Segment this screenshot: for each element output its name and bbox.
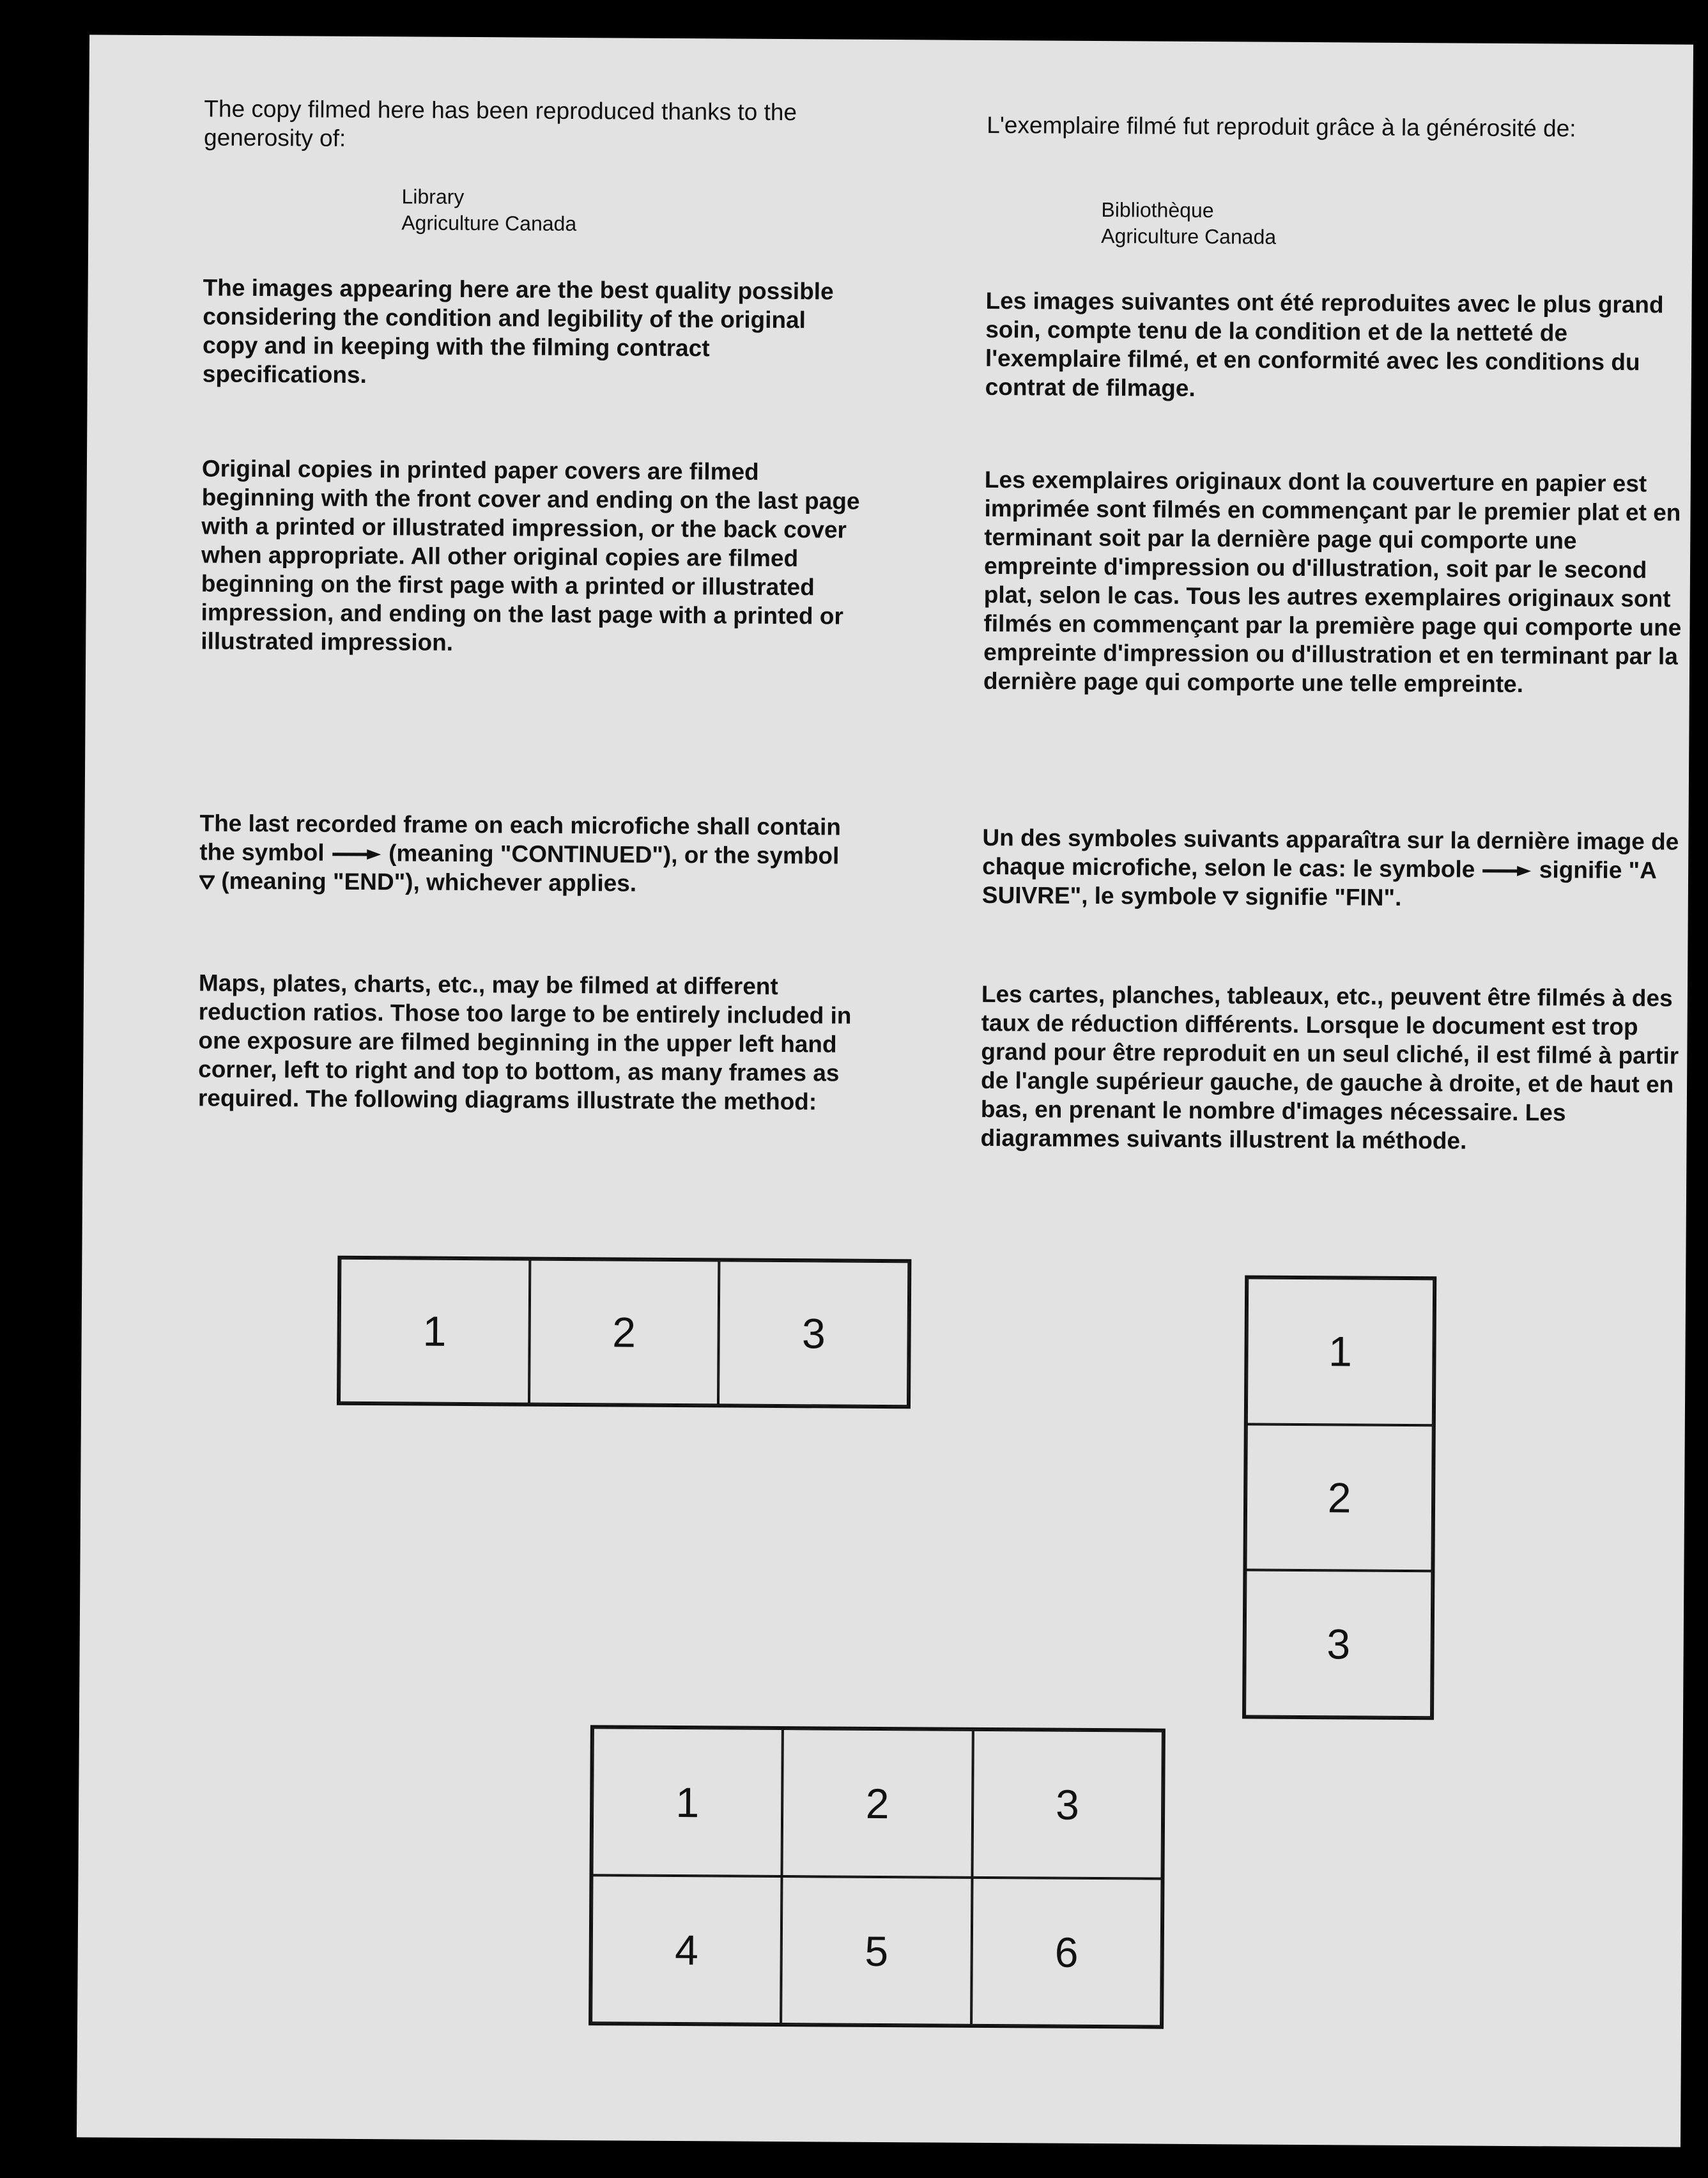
arrow-right-icon bbox=[1481, 865, 1532, 877]
english-credit-line1: Library bbox=[401, 185, 465, 208]
frame-cell: 2 bbox=[529, 1260, 719, 1405]
frame-cell: 5 bbox=[781, 1876, 972, 2025]
french-symbol-text-a: Un des symboles suivants apparaîtra sur la dernière image de chaque microfiche, selon le cas: le symbole bbox=[982, 824, 1679, 883]
triangle-down-icon bbox=[199, 876, 215, 890]
vertical-frame-diagram bbox=[1242, 1275, 1436, 1720]
english-credit-line2: Agriculture Canada bbox=[401, 211, 577, 236]
frame-cell: 1 bbox=[592, 1727, 783, 1876]
french-quality-paragraph: Les images suivantes ont été reproduites avec le plus grand soin, compte tenu de la condition et de la netteté de l'exemplaire filmé, et en conformité avec les conditions du contrat de filmage. bbox=[985, 287, 1664, 401]
frame-cell: 3 bbox=[1245, 1570, 1432, 1717]
english-credit bbox=[401, 183, 721, 238]
frame-cell: 6 bbox=[971, 1878, 1162, 2027]
french-originals-paragraph: Les exemplaires originaux dont la couverture en papier est imprimée sont filmés en commençant par le premier plat et en terminant soit par la dernière page qui comporte une empreinte d'impression ou d'illustration, soit par le second plat, selon le cas. Tous les autres exemplaires originaux sont filmés en commençant par la première page qui comporte une empreinte d'impression ou d'illustration et en terminant par la dernière page qui comporte une telle empreinte. bbox=[983, 466, 1682, 698]
french-credit bbox=[1101, 197, 1420, 251]
english-intro: The copy filmed here has been reproduced thanks to the generosity of: bbox=[203, 95, 797, 151]
frame-cell: 3 bbox=[972, 1730, 1163, 1879]
english-quality-paragraph: The images appearing here are the best quality possible considering the condition and legibility of the original copy and in keeping with the filming contract specifications. bbox=[202, 274, 834, 389]
french-symbol-text-c: signifie "FIN". bbox=[1245, 883, 1402, 911]
french-credit-line1: Bibliothèque bbox=[1101, 198, 1214, 222]
frame-cell: 2 bbox=[1245, 1424, 1433, 1571]
english-column bbox=[197, 35, 863, 1253]
frame-cell: 4 bbox=[591, 1875, 782, 2024]
frame-cell: 3 bbox=[718, 1260, 909, 1406]
horizontal-frame-diagram bbox=[337, 1256, 911, 1409]
frame-cell: 2 bbox=[782, 1729, 973, 1878]
french-intro: L'exemplaire filmé fut reproduit grâce à la générosité de: bbox=[987, 111, 1576, 142]
english-symbol-paragraph bbox=[199, 808, 858, 899]
frame-cell: 1 bbox=[1247, 1278, 1434, 1425]
microfiche-target-sheet bbox=[77, 35, 1693, 2147]
english-originals-paragraph: Original copies in printed paper covers are filmed beginning with the front cover and ending on the last page with a printed or illustrated impression, or the back cover when appropriate. All other original copies are filmed beginning on the first page with a printed or illustrated impression, and ending on the last page with a printed or illustrated impression. bbox=[201, 455, 860, 656]
english-symbol-text-c: (meaning "END"), whichever applies. bbox=[221, 867, 637, 897]
frame-cell: 1 bbox=[339, 1258, 530, 1404]
arrow-right-icon bbox=[331, 848, 382, 861]
english-symbol-text-a: The last recorded frame on each microfiche shall contain the symbol bbox=[199, 810, 842, 866]
french-column bbox=[980, 40, 1690, 1259]
english-maps-paragraph: Maps, plates, charts, etc., may be filmed at different reduction ratios. Those too large to be entirely included in one exposure are filmed beginning in the upper left hand corner, left to right and top to bottom, as many frames as required. The following diagrams illustrate the method: bbox=[197, 969, 852, 1115]
grid-frame-diagram bbox=[589, 1725, 1166, 2028]
french-symbol-paragraph bbox=[982, 823, 1686, 914]
english-symbol-text-b: (meaning "CONTINUED"), or the symbol bbox=[389, 840, 840, 869]
french-maps-paragraph: Les cartes, planches, tableaux, etc., peuvent être filmés à des taux de réduction différents. Lorsque le document est trop grand pour être reproduit en un seul cliché, il est filmé à partir de l'angle supérieur gauche, de gauche à droite, et de haut en bas, en prenant le nombre d'images nécessaire. Les diagrammes suivants illustrent la méthode. bbox=[980, 980, 1679, 1154]
french-credit-line2: Agriculture Canada bbox=[1101, 224, 1277, 249]
french-symbol-text-b: signifie "A SUIVRE", le symbole bbox=[981, 856, 1656, 910]
triangle-down-icon bbox=[1223, 891, 1238, 905]
